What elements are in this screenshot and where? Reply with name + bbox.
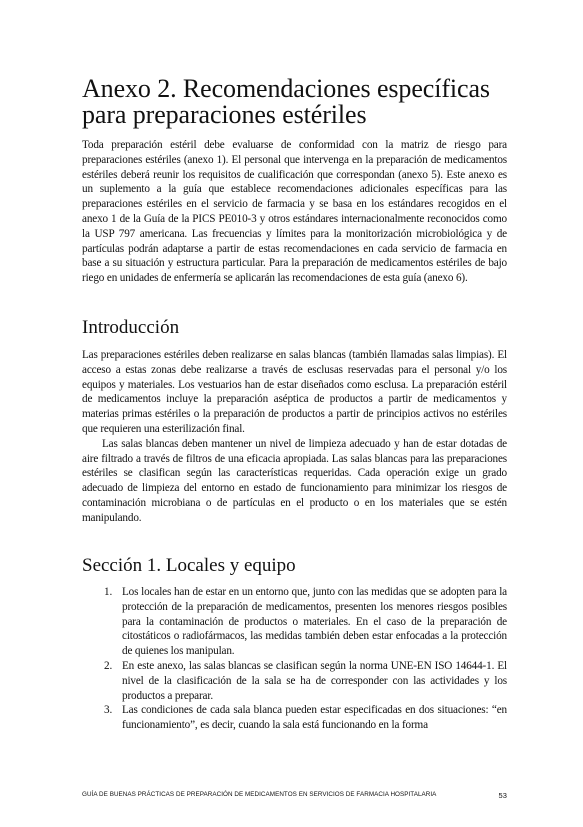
list-item [104,659,507,703]
list-item-text: Los locales han de estar en un entorno que, junto con las medidas que se adopten para la protección de la preparación de medicamentos, presenten los menores riesgos posibles para la contaminación de productos o materiales. En el caso de la preparación de citostáticos o radiofármacos, las medidas también deben estar enfocadas a la protección de quienes los manipulan. [122,586,507,658]
list-item-number: 2. [104,659,113,672]
list-item-text: En este anexo, las salas blancas se clasifican según la norma UNE-EN ISO 14644-1. El nivel de la clasificación de la sala se ha de corresponder con las actividades y los productos a preparar. [122,659,507,702]
annex-title: Anexo 2. Recomendaciones específicas para preparaciones estériles [82,74,490,129]
list-item-text: Las condiciones de cada sala blanca pueden estar especificadas en dos situaciones: “en funcionamiento”, es decir, cuando la sala está funcionando en la forma [122,704,507,732]
introduccion-paragraph-1: Las preparaciones estériles deben realizarse en salas blancas (también llamadas salas limpias). El acceso a estas zonas debe realizarse a través de esclusas reservadas para el personal y/o los equipos y materiales. Los vestuarios han de estar diseñados como esclusa. La preparación estéril de medicamentos incluye la preparación aséptica de productos a partir de medicamentos y materias primas estériles o la preparación de productos a partir de principios activos no estériles que requieren una esterilización final. [82,349,507,435]
list-item-number: 3. [104,704,113,717]
page-number: 53 [498,791,507,800]
section-1-numbered-list [104,585,507,733]
page-footer [82,791,507,798]
introduccion-paragraph-2: Las salas blancas deben mantener un nivel de limpieza adecuado y han de estar dotadas de aire filtrado a través de filtros de una eficacia apropiada. Las salas blancas para las preparaciones estériles se clasifican según las características requeridas. Cada operación exige un grado adecuado de limpieza del entorno en estado de funcionamiento para minimizar los riesgos de contaminación microbiana o de partículas en el producto o en los materiales que se estén manipulando. [82,437,507,524]
section-heading-introduccion: Introducción [82,317,180,338]
footer-running-title: GUÍA DE BUENAS PRÁCTICAS DE PREPARACIÓN DE MEDICAMENTOS EN SERVICIOS DE FARMACIA HOSPITALARIA [82,791,437,798]
section-heading-locales-y-equipo: Sección 1. Locales y equipo [82,555,296,576]
introduccion-body [82,348,507,526]
annex-intro-paragraph: Toda preparación estéril debe evaluarse de conformidad con la matriz de riesgo para preparaciones estériles (anexo 1). El personal que intervenga en la preparación de medicamentos estériles deberá reunir los requisitos de cualificación que correspondan (anexo 5). Este anexo es un suplemento a la guía que establece recomendaciones adicionales específicas para las preparaciones estériles en el servicio de farmacia y se basa en los estándares recogidos en el anexo 1 de la Guía de la PICS PE010-3 y otros estándares internacionalmente reconocidos como la USP 797 americana. Las frecuencias y límites para la monitorización microbiológica y de partículas podrán adaptarse a partir de estas recomendaciones en cada servicio de farmacia en base a su situación y estructura particular. Para la preparación de medicamentos estériles de bajo riego en unidades de enfermería se aplicarán las recomendaciones de esta guía (anexo 6). [82,139,507,285]
list-item [104,585,507,659]
list-item-number: 1. [104,586,113,598]
list-item [104,703,507,733]
